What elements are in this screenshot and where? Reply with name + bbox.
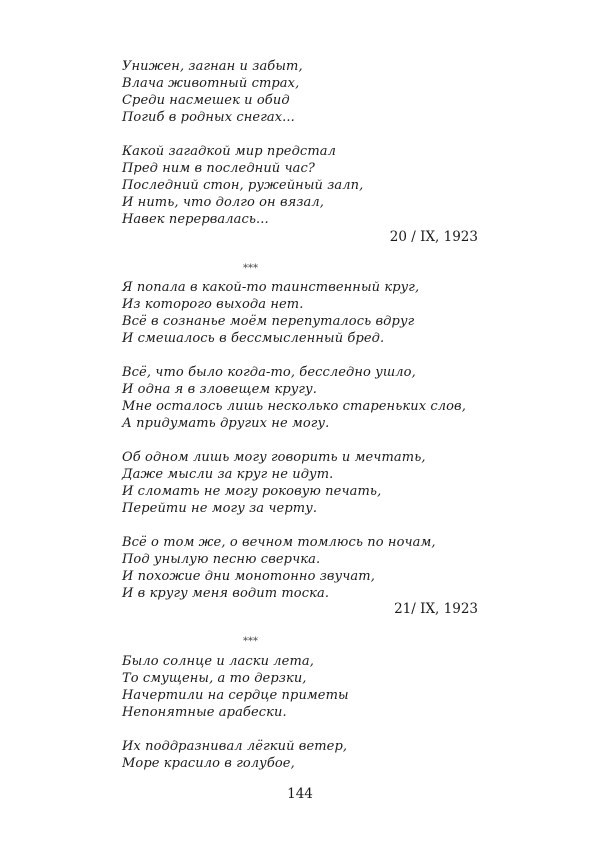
verse-line: Из которого выхода нет. [122,297,304,312]
verse-line: Влача животный страх, [122,76,300,91]
verse-line: Мне осталось лишь несколько стареньких слов, [122,399,466,414]
verse-line: Всё в сознанье моём перепуталось вдруг [122,314,415,329]
verse-line: И смешалось в бессмысленный бред. [122,331,385,346]
stanza [122,143,363,228]
stanza [122,279,419,347]
verse-line: Под унылую песню сверчка. [122,552,321,567]
stanza [122,364,466,432]
verse-line: Море красило в голубое, [122,756,295,771]
verse-line: Унижен, загнан и забыт, [122,59,303,74]
page-number: 144 [287,786,313,802]
stanza [122,58,303,126]
verse-line: А придумать других не могу. [122,416,330,431]
verse-line: Пред ним в последний час? [122,161,315,176]
verse-line: Всё о том же, о вечном томлюсь по ночам, [122,535,436,550]
verse-line: Их поддразнивал лёгкий ветер, [122,739,348,754]
stanza [122,653,349,721]
verse-line: И в кругу меня водит тоска. [122,586,330,601]
verse-line: И одна я в зловещем кругу. [122,382,317,397]
poem-date: 20 / IX, 1923 [389,229,478,245]
stanza [122,738,347,772]
stanza [122,449,426,517]
verse-line: И нить, что долго он вязал, [122,195,324,210]
verse-line: Начертили на сердце приметы [122,688,349,703]
verse-line: Было солнце и ласки лета, [122,654,314,669]
verse-line: Даже мысли за круг не идут. [122,467,334,482]
verse-line: Погиб в родных снегах... [122,110,295,125]
verse-line: И похожие дни монотонно звучат, [122,569,375,584]
verse-line: Какой загадкой мир предстал [122,144,336,159]
verse-line: Среди насмешек и обид [122,93,290,108]
verse-line: Перейти не могу за черту. [122,501,318,516]
verse-line: И сломать не могу роковую печать, [122,484,382,499]
verse-line: Я попала в какой-то таинственный круг, [122,280,420,295]
verse-line: Всё, что было когда-то, бесследно ушло, [122,365,416,380]
section-separator: *** [243,636,258,647]
stanza [122,534,436,602]
verse-line: Непонятные арабески. [122,705,287,720]
verse-line: Последний стон, ружейный залп, [122,178,364,193]
section-separator: *** [243,263,258,274]
verse-line: Навек перервалась... [122,212,269,227]
verse-line: То смущены, а то дерзки, [122,671,307,686]
poem-date: 21/ IX, 1923 [394,601,478,617]
verse-line: Об одном лишь могу говорить и мечтать, [122,450,426,465]
